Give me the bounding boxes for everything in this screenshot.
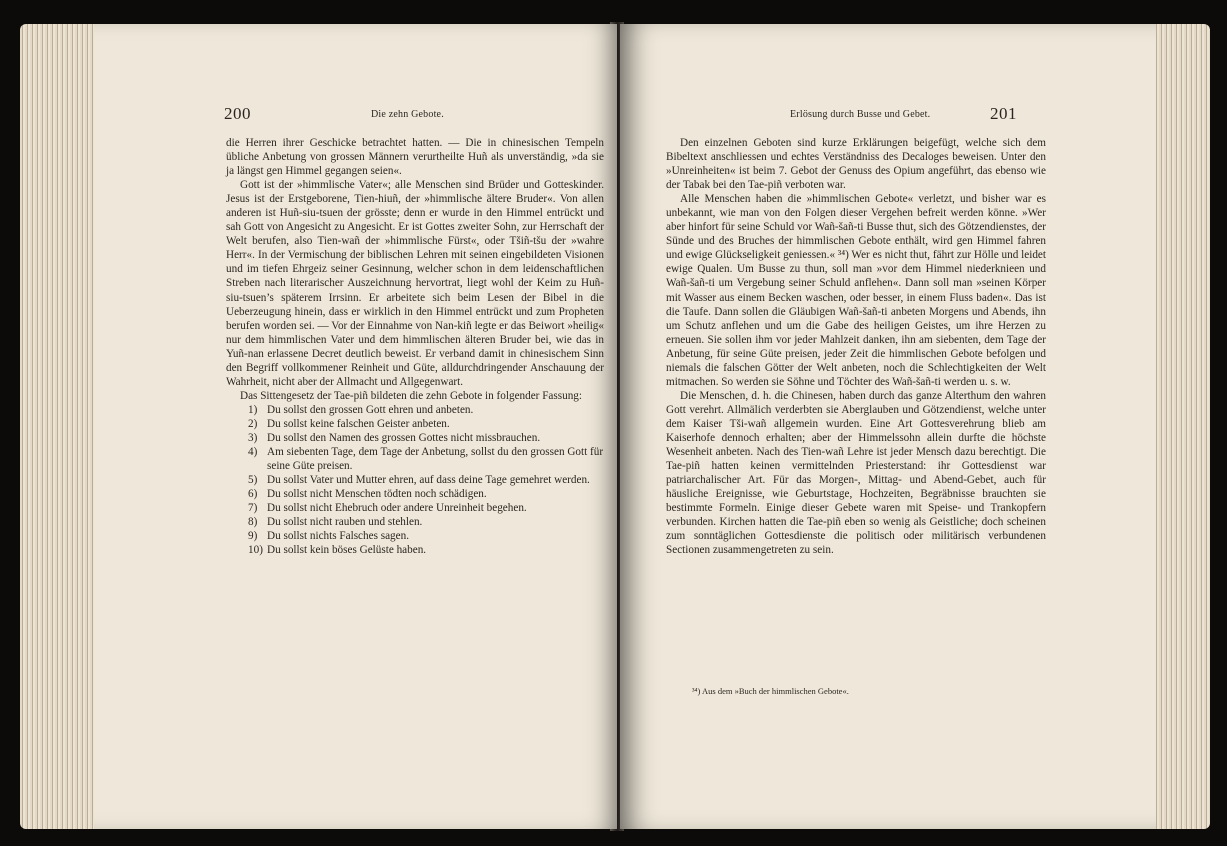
footnote: ³⁴) Aus dem »Buch der himmlischen Gebote«. [692,686,849,696]
left-page-body [226,136,604,557]
open-book [14,18,1214,833]
right-running-head: Erlösung durch Busse und Gebet. [790,109,931,120]
left-paragraph-2: Gott ist der »himmlische Vater«; alle Menschen sind Brüder und Gotteskinder. Jesus ist der Erstgeborene, Tien-hiuñ, der »himmlische ältere Bruder«. Von allen anderen ist Huñ-siu-tsuen der grösste; denn er wurde in den Himmel entrückt und sah Gott von Angesicht zu Angesicht. Er ist Gottes zweiter Sohn, zur Herrschaft der Welt berufen, also Tien-wañ der »himmlische Fürst«, oder Tšiñ-tšu der »wahre Herr«. In der Vermischung der biblischen Lehren mit seinen eingebildeten Visionen und im tiefen Ehrgeiz seiner Gesinnung, welcher schon in dem leidenschaftlichen Streben nach literarischer Auszeichnung hervortrat, liegt wohl der Keim zu Huñ-siu-tsuen’s späterem Irrsinn. Er arbeitete sich beim Lesen der Bibel in die Ueberzeugung hinein, dass er wirklich in den Himmel entrückt und zum Propheten berufen worden sei. — Vor der Einnahme von Nan-kiñ legte er das Beiwort »heilig« nur dem himmlischen Vater und dem himmlischen älteren Bruder bei, wie das in Yuñ-nan erlassene Decret deutlich beweist. Er verband damit in chinesischem Sinn den Begriff vollkommener Reinheit und Güte, alldurchdringender Anschauung der Wahrheit, nicht aber der Allmacht und Allgegenwart. [226,179,604,388]
commandments-list [226,403,604,558]
commandment-number: 6) [248,488,258,501]
right-page-body [666,136,1046,557]
commandment-text: Du sollst keine falschen Geister anbeten. [267,417,450,430]
commandment-item [226,445,604,473]
commandment-number: 1) [248,403,258,416]
commandment-item [226,473,604,487]
commandment-number: 9) [248,530,258,543]
commandment-text: Du sollst nicht Ehebruch oder andere Unreinheit begehen. [267,502,527,515]
left-paragraph-1: die Herren ihrer Geschicke betrachtet hatten. — Die in chinesischen Tempeln übliche Anbetung von grossen Männern verurtheilte Huñ als unverständig, »da sie ja längst gen Himmel gegangen seien«. [226,137,604,178]
commandment-item [226,403,604,417]
commandment-text: Du sollst nichts Falsches sagen. [267,530,410,543]
right-paragraph-2: Alle Menschen haben die »himmlischen Gebote« verletzt, und bisher war es unbekannt, wie man von den Folgen dieser Vergehen befreit werden könne. »Wer aber hinfort für seine Schuld vor Wañ-šañ-ti Busse thut, sich des Götzendienstes, der Sünde und des Bruches der himmlischen Gebote enthält, wird gen Himmel fahren und ewige Glückseligkeit geniessen.« ³⁴) Wer es nicht thut, fährt zur Hölle und leidet ewige Qualen. Um Busse zu thun, soll man »vor dem Himmel niederknieen und Wañ-šañ-ti um Vergebung seiner Schuld anflehen«. Dann soll man »seinen Körper mit Wasser aus einem Becken waschen, oder besser, in einem Fluss baden«. Das ist die Taufe. Dann sollen die Gläubigen Wañ-šañ-ti anbeten Morgens und Abends, ihn um Schutz anflehen und um die Gabe des heiligen Geistes, um ihre Herzen zu erneuen. Sie sollen ihm vor jeder Mahlzeit danken, ihn am siebenten, dem Tage der Anbetung, für seine Güte preisen, jeder Zeit die himmlischen Gebote befolgen und niemals die falschen Götter der Welt anbeten, noch die Schlechtigkeiten der Welt mitmachen. So werden sie Söhne und Töchter des Wañ-šañ-ti werden u. s. w. [666,193,1046,388]
left-page [94,24,617,829]
left-page-edges [20,24,100,829]
commandment-text: Du sollst nicht rauben und stehlen. [267,516,423,529]
left-paragraph-3: Das Sittengesetz der Tae-piñ bildeten die zehn Gebote in folgender Fassung: [240,389,582,402]
commandment-text: Du sollst den Namen des grossen Gottes nicht missbrauchen. [267,431,541,444]
commandment-item [226,543,604,557]
left-page-number: 200 [224,104,251,123]
right-page-number: 201 [990,104,1017,123]
left-running-head: Die zehn Gebote. [371,109,444,120]
commandment-number: 7) [248,502,258,515]
commandment-item [226,431,604,445]
commandment-number: 3) [248,431,258,444]
commandment-text: Du sollst Vater und Mutter ehren, auf dass deine Tage gemehret werden. [267,474,590,487]
commandment-number: 2) [248,417,258,430]
commandment-number: 8) [248,516,258,529]
commandment-text: Du sollst nicht Menschen tödten noch schädigen. [267,488,487,501]
commandment-text: Du sollst den grossen Gott ehren und anbeten. [267,403,474,416]
commandment-text: Du sollst kein böses Gelüste haben. [267,544,427,557]
commandment-item [226,515,604,529]
commandment-number: 10) [248,544,263,557]
commandment-item [226,487,604,501]
right-paragraph-1: Den einzelnen Geboten sind kurze Erklärungen beigefügt, welche sich dem Bibeltext anschliessen und echtes Verständniss des Decaloges beweisen. Unter den »Unreinheiten« ist beim 7. Gebot der Genuss des Opium angeführt, das ebenso wie der Tabak bei den Tae-piñ verboten war. [666,137,1046,192]
commandment-number: 4) [248,446,258,459]
right-paragraph-3: Die Menschen, d. h. die Chinesen, haben durch das ganze Alterthum den wahren Gott verehrt. Allmälich verderbten sie Aberglauben und Götzendienst, welche unter dem Kaiser Tši-wañ allgemein wurden. Eine Art Gottesverehrung blieb am Kaiserhofe dennoch erhalten; aber der Himmelssohn allein durfte die höchste Wesenheit anbeten. Nach des Tien-wañ Lehre ist jeder Mensch dazu berechtigt. Die Tae-piñ hatten keinen vermittelnden Priesterstand: ihr Gottesdienst war patriarchalischer Art. Für das Morgen-, Mittag- und Abend-Gebet, auch für häusliche Ereignisse, wie Geburtstage, Hochzeiten, Begräbnisse brauchten sie bestimmte Formeln. Einige dieser Gebete waren mit Speise- und Trankopfern verbunden. Kirchen hatten die Tae-piñ eben so wenig als Geistliche; doch scheinen zum sonntäglichen Gottesdienste die politisch oder militärisch verbundenen Sectionen zusammengetreten zu sein. [666,389,1046,557]
commandment-number: 5) [248,474,258,487]
commandment-item [226,529,604,543]
right-page [620,24,1156,829]
commandment-text: Am siebenten Tage, dem Tage der Anbetung, sollst du den grossen Gott für seine Güte preisen. [267,446,604,473]
commandment-item [226,501,604,515]
commandment-item [226,417,604,431]
